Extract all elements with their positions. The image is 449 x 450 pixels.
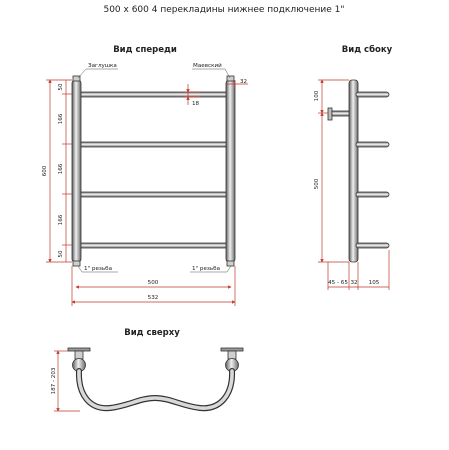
dim-532-label: 532 <box>147 295 159 301</box>
side-rung-1 <box>356 92 389 97</box>
right-riser <box>226 80 235 262</box>
front-view <box>42 45 248 306</box>
top-dim-label: 187 - 203 <box>51 367 57 395</box>
top-rung-outline <box>79 371 232 408</box>
dim-bottom-gap-label: 50 <box>58 250 64 258</box>
rung-4 <box>74 243 234 248</box>
rung-1 <box>74 92 234 97</box>
left-riser <box>72 80 81 262</box>
front-view-title: Вид спереди <box>113 45 177 55</box>
right-thread-label: 1" резьба <box>192 266 221 272</box>
top-view <box>51 328 243 411</box>
right-thread-leader <box>227 266 231 272</box>
rung-3 <box>74 192 234 197</box>
top-right-flange <box>221 348 243 351</box>
dim-wall-label: 45 - 65 <box>328 280 348 286</box>
dim-spacing-2-label: 166 <box>58 163 64 175</box>
top-left-flange <box>68 348 90 351</box>
side-rung-3 <box>356 192 389 197</box>
cap-label: Заглушка <box>88 63 117 69</box>
valve-label: Маевский <box>193 63 222 69</box>
dim-spacing-1-label: 166 <box>58 113 64 125</box>
rung-2 <box>74 142 234 147</box>
mayevsky-valve <box>227 76 234 81</box>
dim-spacing-3-label: 166 <box>58 214 64 226</box>
drawing-title: 500 x 600 4 перекладины нижнее подключение 1" <box>103 5 345 15</box>
side-rung-4 <box>356 243 389 248</box>
dim-side-500-label: 500 <box>314 178 320 190</box>
side-rung-2 <box>356 142 389 147</box>
top-left-bracket <box>75 351 83 359</box>
dim-32-label: 32 <box>240 79 248 85</box>
bracket-arm <box>332 111 350 116</box>
left-thread <box>73 261 80 266</box>
dim-600-label: 600 <box>42 165 48 177</box>
top-view-title: Вид сверху <box>124 328 180 338</box>
wall-bracket <box>328 108 332 120</box>
side-view <box>314 44 393 290</box>
dim-100-label: 100 <box>314 90 320 102</box>
top-rung <box>79 371 232 408</box>
left-thread-label: 1" резьба <box>84 266 113 272</box>
dim-top-gap-label: 50 <box>58 83 64 91</box>
cap-leader <box>78 69 86 78</box>
dim-depth-label: 105 <box>368 280 380 286</box>
dim-500-label: 500 <box>147 280 159 286</box>
dim-18-label: 18 <box>192 101 200 107</box>
side-riser <box>349 80 358 262</box>
left-thread-leader <box>78 266 82 272</box>
dim-pipe-label: 32 <box>350 280 358 286</box>
front-rungs <box>74 92 234 248</box>
right-thread <box>227 261 234 266</box>
top-right-bracket <box>228 351 236 359</box>
side-view-title: Вид сбоку <box>341 45 393 55</box>
